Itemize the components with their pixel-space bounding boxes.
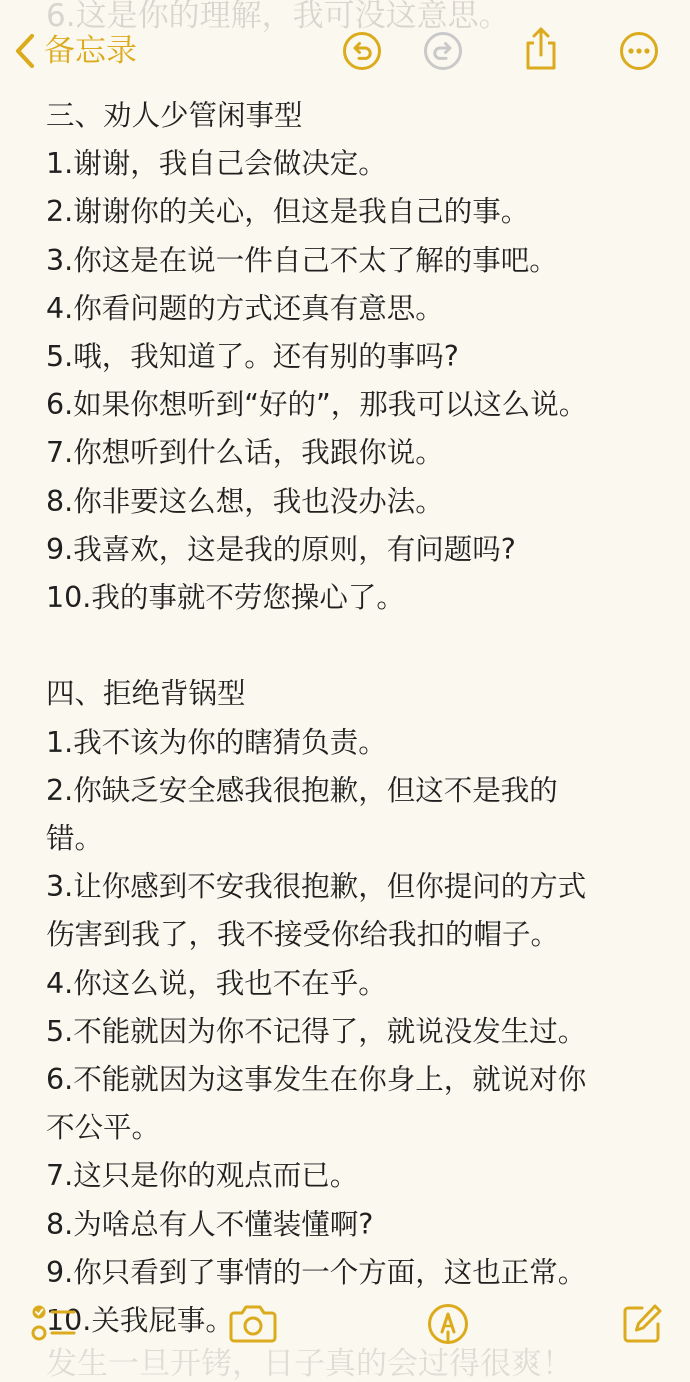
list-item: 3.让你感到不安我很抱歉，但你提问的方式 <box>46 870 587 904</box>
list-item: 2.你缺乏安全感我很抱歉，但这不是我的 <box>46 773 558 807</box>
chevron-left-icon <box>14 32 36 70</box>
blank-line <box>46 622 666 670</box>
markup-pen-icon <box>427 1303 469 1345</box>
more-button[interactable] <box>619 31 659 71</box>
section-4-title: 四、拒绝背锅型 <box>46 677 246 711</box>
list-item: 7.你想听到什么话，我跟你说。 <box>46 436 444 470</box>
note-body[interactable] <box>46 92 666 1345</box>
checklist-icon <box>30 1302 78 1344</box>
list-item: 8.你非要这么想，我也没办法。 <box>46 484 444 518</box>
share-button[interactable] <box>522 26 560 72</box>
list-item: 7.这只是你的观点而已。 <box>46 1159 359 1193</box>
scrolled-text-bottom: 发生一旦开铐，日子真的会过得很爽！ <box>46 1346 573 1382</box>
list-item: 1.谢谢，我自己会做决定。 <box>46 147 387 181</box>
share-icon <box>522 26 560 72</box>
scrolled-text-top: 6.这是你的理解，我可没这意思。 <box>46 0 510 34</box>
back-label: 备忘录 <box>44 33 137 69</box>
list-item: 5.不能就因为你不记得了，就说没发生过。 <box>46 1014 587 1048</box>
list-item: 8.为啥总有人不懂装懂啊? <box>46 1207 374 1241</box>
checklist-button[interactable] <box>30 1302 78 1344</box>
compose-icon <box>620 1302 664 1346</box>
list-item: 4.你这么说，我也不在乎。 <box>46 966 387 1000</box>
list-item: 4.你看问题的方式还真有意思。 <box>46 291 444 325</box>
list-item: 9.你只看到了事情的一个方面，这也正常。 <box>46 1255 587 1289</box>
list-item-continuation: 错。 <box>46 822 104 856</box>
markup-button[interactable] <box>427 1303 469 1345</box>
redo-icon <box>423 31 463 71</box>
list-item: 1.我不该为你的瞎猜负责。 <box>46 725 387 759</box>
list-item-continuation: 伤害到我了，我不接受你给我扣的帽子。 <box>46 918 560 952</box>
list-item: 10.我的事就不劳您操心了。 <box>46 581 405 615</box>
undo-button[interactable] <box>342 31 382 71</box>
list-item: 6.如果你想听到“好的”，那我可以这么说。 <box>46 388 588 422</box>
list-item: 2.谢谢你的关心，但这是我自己的事。 <box>46 195 530 229</box>
section-3-title: 三、劝人少管闲事型 <box>46 99 303 132</box>
list-item-continuation: 不公平。 <box>46 1111 161 1145</box>
list-item: 6.不能就因为这事发生在你身上，就说对你 <box>46 1063 587 1097</box>
camera-button[interactable] <box>228 1304 278 1344</box>
more-icon <box>619 31 659 71</box>
redo-button[interactable] <box>423 31 463 71</box>
back-button[interactable] <box>14 28 137 74</box>
camera-icon <box>228 1304 278 1344</box>
undo-icon <box>342 31 382 71</box>
list-item: 9.我喜欢，这是我的原则，有问题吗? <box>46 532 516 566</box>
list-item: 3.你这是在说一件自己不太了解的事吧。 <box>46 243 558 277</box>
compose-button[interactable] <box>620 1302 664 1346</box>
list-item: 5.哦，我知道了。还有别的事吗? <box>46 340 459 374</box>
list-item: 10.关我屁事。 <box>46 1304 234 1338</box>
